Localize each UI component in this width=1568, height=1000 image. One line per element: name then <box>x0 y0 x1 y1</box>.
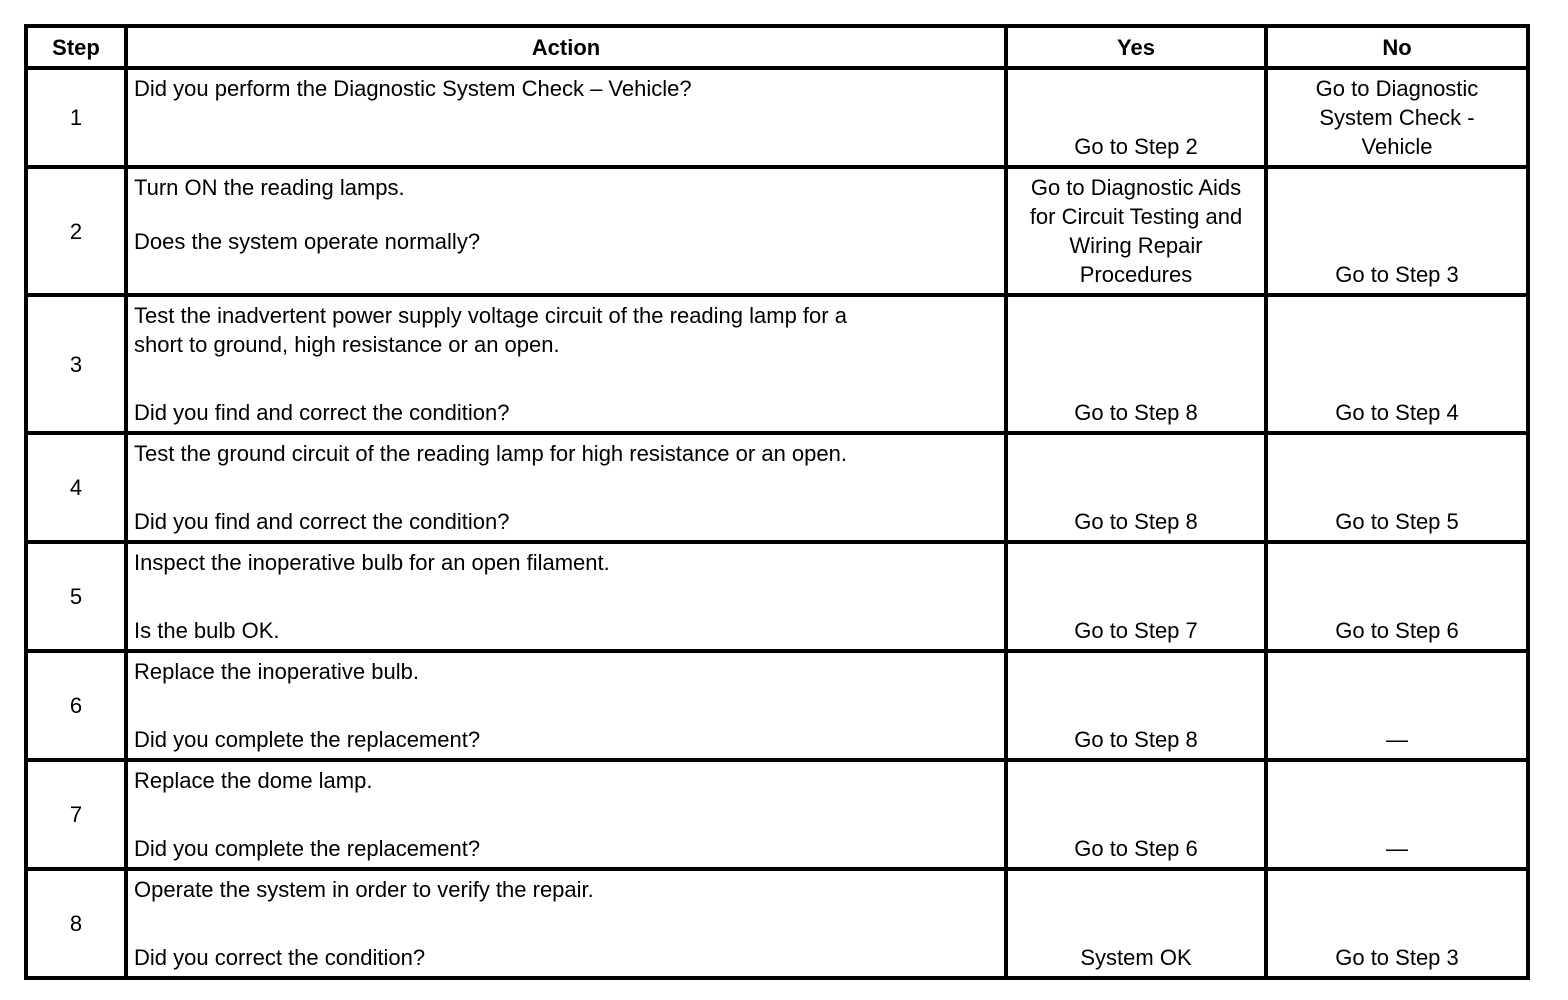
action-question: Did you find and correct the condition? <box>134 400 510 425</box>
yes-result: Go to Step 8 <box>1006 651 1266 760</box>
table-row <box>26 295 1528 433</box>
action-instruction: Test the ground circuit of the reading lamp for high resistance or an open. <box>134 441 847 466</box>
action-instruction: Replace the inoperative bulb. <box>134 659 419 684</box>
yes-result: Go to Step 6 <box>1006 760 1266 869</box>
table-row <box>26 760 1528 869</box>
yes-result <box>1006 167 1266 295</box>
action-cell <box>126 68 1006 167</box>
header-row <box>26 26 1528 68</box>
table-row <box>26 869 1528 978</box>
no-result-line: Go to Diagnostic <box>1315 76 1479 101</box>
header-step: Step <box>26 26 126 68</box>
action-cell <box>126 167 1006 295</box>
yes-result-line: Go to Diagnostic Aids <box>1030 175 1242 200</box>
step-number: 7 <box>26 760 126 869</box>
action-instruction: Test the inadvertent power supply voltage circuit of the reading lamp for a <box>134 303 847 328</box>
yes-result: System OK <box>1006 869 1266 978</box>
action-cell <box>126 651 1006 760</box>
action-instruction: Turn ON the reading lamps. <box>134 175 405 200</box>
no-result: — <box>1266 760 1528 869</box>
action-cell <box>126 542 1006 651</box>
action-cell <box>126 433 1006 542</box>
yes-result: Go to Step 7 <box>1006 542 1266 651</box>
table-row <box>26 542 1528 651</box>
action-cell <box>126 295 1006 433</box>
header-action: Action <box>126 26 1006 68</box>
action-question: Did you complete the replacement? <box>134 727 481 752</box>
table-row <box>26 68 1528 167</box>
no-result-line: System Check - <box>1319 105 1475 130</box>
no-result: Go to Step 6 <box>1266 542 1528 651</box>
no-result: Go to Step 3 <box>1266 869 1528 978</box>
action-instruction: short to ground, high resistance or an open. <box>134 332 560 357</box>
action-instruction: Replace the dome lamp. <box>134 768 373 793</box>
no-result: Go to Step 5 <box>1266 433 1528 542</box>
no-result-line: Vehicle <box>1361 134 1433 159</box>
no-result: Go to Step 3 <box>1266 167 1528 295</box>
yes-result: Go to Step 8 <box>1006 295 1266 433</box>
action-question: Did you correct the condition? <box>134 945 426 970</box>
table-row <box>26 433 1528 542</box>
yes-result-line: Procedures <box>1079 262 1193 287</box>
step-number: 5 <box>26 542 126 651</box>
action-question: Is the bulb OK. <box>134 618 280 643</box>
no-result <box>1266 68 1528 167</box>
yes-result: Go to Step 8 <box>1006 433 1266 542</box>
action-question: Does the system operate normally? <box>134 229 481 254</box>
action-question: Did you find and correct the condition? <box>134 509 510 534</box>
table-row <box>26 167 1528 295</box>
step-number: 6 <box>26 651 126 760</box>
yes-result-line: Wiring Repair <box>1069 233 1203 258</box>
action-instruction: Inspect the inoperative bulb for an open filament. <box>134 550 610 575</box>
action-instruction: Operate the system in order to verify the repair. <box>134 877 594 902</box>
yes-result: Go to Step 2 <box>1006 68 1266 167</box>
action-cell <box>126 869 1006 978</box>
no-result: Go to Step 4 <box>1266 295 1528 433</box>
action-question: Did you complete the replacement? <box>134 836 481 861</box>
action-cell <box>126 760 1006 869</box>
step-number: 1 <box>26 68 126 167</box>
header-no: No <box>1266 26 1528 68</box>
step-number: 8 <box>26 869 126 978</box>
step-number: 2 <box>26 167 126 295</box>
header-yes: Yes <box>1006 26 1266 68</box>
table-row <box>26 651 1528 760</box>
diagnostic-table <box>24 24 1530 980</box>
step-number: 4 <box>26 433 126 542</box>
action-instruction: Did you perform the Diagnostic System Check – Vehicle? <box>134 76 692 101</box>
yes-result-line: for Circuit Testing and <box>1029 204 1243 229</box>
step-number: 3 <box>26 295 126 433</box>
no-result: — <box>1266 651 1528 760</box>
